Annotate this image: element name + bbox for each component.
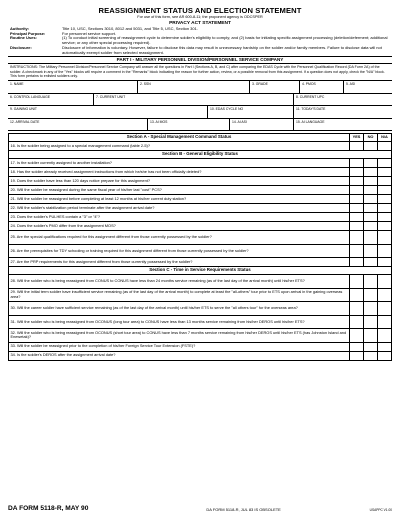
part-1-instructions: INSTRUCTIONS: The Military Personnel Division/Personnel Service Company will answer all the questions in Part I (Sections A, B, and C) after comparing the EDAS Cycle with the Personnel Qualification Record (DA Form 2A) of the soldier. A checkmark in any of the "Yes" blocks will require a comment in the "Remarks" block indicating the reason for further action, review, or a possible removal from this assignment. If a question does not apply, check the "N/A" block. This form pertains to enlisted soldiers only. [10, 65, 385, 78]
pmos-field[interactable]: 4. PMOS [300, 81, 344, 93]
form-title: REASSIGNMENT STATUS AND ELECTION STATEMENT [98, 6, 302, 15]
question-text: 17. Is the soldier currently assigned to another installation? [9, 159, 350, 168]
question-text: 19. Does the soldier have less than 120 days notice prepare for this assignment? [9, 177, 350, 186]
na-checkbox[interactable] [378, 288, 392, 302]
yes-checkbox[interactable] [350, 315, 364, 329]
edas-cycle-no-field[interactable]: 10. EDAS CYCLE NO [208, 106, 294, 118]
privacy-text: For personnel service support. [62, 30, 117, 36]
section-a-header [9, 134, 392, 142]
no-checkbox[interactable] [364, 177, 378, 186]
question-row [9, 142, 392, 151]
privacy-disclosure [8, 46, 392, 55]
question-row [9, 195, 392, 204]
name-field[interactable]: 1. NAME [8, 81, 138, 93]
no-checkbox[interactable] [364, 213, 378, 222]
yes-checkbox[interactable] [350, 288, 364, 302]
grid-row-2 [8, 94, 392, 107]
question-text: 18. Has the soldier already received assignment instructions from which he/she has not been officially deleted? [9, 168, 350, 177]
yes-checkbox[interactable] [350, 168, 364, 177]
yes-checkbox[interactable] [350, 186, 364, 195]
no-checkbox[interactable] [364, 222, 378, 231]
usappc-version: USAPPC V1.00 [369, 508, 392, 512]
form-subtitle: For use of this form, see AR 600-8-11; the proponent agency is ODCSPER [137, 15, 263, 19]
question-row [9, 204, 392, 213]
no-checkbox[interactable] [364, 351, 378, 360]
question-text: 25. Are the special qualifications required for this assignment different from those currently possessed by the soldier? [9, 231, 350, 245]
privacy-label: Routine Uses: [10, 35, 37, 41]
question-text: 32. Will the soldier who is being reassigned from OCONUS (short tour area) to CONUS have less than 7 months service remaining from his/her DEROS until his/her ETS (has Johnston Island and Enewetak)? [9, 329, 350, 343]
yes-checkbox[interactable] [350, 213, 364, 222]
no-checkbox[interactable] [364, 342, 378, 351]
section-b-title: Section B - General Eligibility Status [9, 151, 392, 159]
question-text: 26. Are the prerequisites for TDY schooling or training required for this assignment different from those currently possessed by the soldier? [9, 244, 350, 258]
question-text: 21. Will the soldier be reassigned before completing at least 12 months at his/her current duty station? [9, 195, 350, 204]
na-checkbox[interactable] [378, 142, 392, 151]
privacy-label: Principal Purpose: [10, 30, 46, 36]
na-checkbox[interactable] [378, 315, 392, 329]
ai-asi-field[interactable]: 14. AI ASI [230, 119, 294, 131]
question-text: 33. Will the soldier be reassigned prior to the completion of his/her Foreign Service Tour Extension (FSTE)? [9, 342, 350, 351]
yes-checkbox[interactable] [350, 329, 364, 343]
question-row [9, 315, 392, 329]
question-row [9, 302, 392, 316]
question-row [9, 342, 392, 351]
question-row [9, 275, 392, 289]
na-checkbox[interactable] [378, 186, 392, 195]
na-checkbox[interactable] [378, 159, 392, 168]
question-row [9, 177, 392, 186]
yes-checkbox[interactable] [350, 244, 364, 258]
no-checkbox[interactable] [364, 315, 378, 329]
no-checkbox[interactable] [364, 159, 378, 168]
privacy-act-statement [8, 27, 392, 55]
no-checkbox[interactable] [364, 329, 378, 343]
question-row [9, 329, 392, 343]
question-row [9, 244, 392, 258]
no-checkbox[interactable] [364, 258, 378, 267]
privacy-label: Disclosure: [10, 44, 32, 50]
question-text: 20. Will the soldier be reassigned during the same fiscal year of his/her last "cost" PCS? [9, 186, 350, 195]
no-checkbox[interactable] [364, 168, 378, 177]
yes-checkbox[interactable] [350, 258, 364, 267]
question-text: 23. Does the soldier's PULHES contain a "3" or "4"? [9, 213, 350, 222]
form-id: DA FORM 5118-R, MAY 90 [8, 505, 89, 512]
yes-checkbox[interactable] [350, 342, 364, 351]
edition-note: DA FORM 5118-R, JUL 83 IS OBSOLETE [206, 507, 281, 512]
yes-checkbox[interactable] [350, 302, 364, 316]
yes-checkbox[interactable] [350, 351, 364, 360]
privacy-text: Disclosure of information is voluntary. However, failure to disclose this data may result in unnecessary hardship on the soldier and/or family members. Failure to disclose data will not automatically exempt soldier from selected reassignment. [62, 44, 382, 55]
yes-checkbox[interactable] [350, 231, 364, 245]
question-row [9, 288, 392, 302]
grid-row-3 [8, 106, 392, 119]
no-checkbox[interactable] [364, 142, 378, 151]
na-checkbox[interactable] [378, 342, 392, 351]
question-row [9, 231, 392, 245]
control-language-field[interactable]: 6. CONTROL LANGUAGE [8, 94, 94, 106]
question-row [9, 213, 392, 222]
section-c-header [9, 267, 392, 275]
privacy-text: Title 10, USC, Sections 3010, 8012 and 5031, and Title 5, USC, Section 301. [62, 26, 198, 31]
question-row [9, 258, 392, 267]
question-text: 29. Will the initial term soldier have insufficient service remaining (as of the last day of the arrival month) to complete at least the "all-others" tour prior to ETS upon arrival in the gaining overseas area? [9, 288, 350, 302]
yes-checkbox[interactable] [350, 222, 364, 231]
section-a-title: Section A - Special Management Command Status [9, 134, 350, 142]
na-checkbox[interactable] [378, 244, 392, 258]
yes-checkbox[interactable] [350, 195, 364, 204]
na-checkbox[interactable] [378, 351, 392, 360]
na-checkbox[interactable] [378, 275, 392, 289]
ssn-field[interactable]: 2. SSN [138, 81, 250, 93]
question-text: 28. Will the soldier who is being reassigned from CONUS to CONUS have less than 24 months service remaining (as of the last day of the arrival month) until his/her ETS? [9, 275, 350, 289]
question-row [9, 168, 392, 177]
no-checkbox[interactable] [364, 186, 378, 195]
na-checkbox[interactable] [378, 302, 392, 316]
privacy-act-title: PRIVACY ACT STATEMENT [169, 21, 231, 26]
yes-checkbox[interactable] [350, 204, 364, 213]
question-text: 27. Are the PRP requirements for this assignment different from those currently possessed by the soldier? [9, 258, 350, 267]
na-checkbox[interactable] [378, 195, 392, 204]
yes-checkbox[interactable] [350, 275, 364, 289]
na-checkbox[interactable] [378, 213, 392, 222]
no-column-header: NO [364, 134, 378, 142]
question-text: 34. Is the soldier's DEROS after the assignment arrival date? [9, 351, 350, 360]
current-upc-field[interactable]: 8. CURRENT UPC [296, 94, 325, 99]
asi-field[interactable]: 5. ASI [346, 82, 356, 87]
question-row [9, 186, 392, 195]
na-column-header: N/A [378, 134, 392, 142]
gaining-unit-field[interactable]: 9. GAINING UNIT [8, 106, 208, 118]
question-text: 31. Will the soldier who is being reassigned from OCONUS (long tour area) to CONUS have less than 13 months service remaining from his/her DEROS until his/her ETS? [9, 315, 350, 329]
grid-row-1 [8, 81, 392, 94]
section-b-header [9, 151, 392, 159]
na-checkbox[interactable] [378, 222, 392, 231]
na-checkbox[interactable] [378, 168, 392, 177]
grid-row-4 [8, 119, 392, 131]
no-checkbox[interactable] [364, 195, 378, 204]
yes-checkbox[interactable] [350, 177, 364, 186]
no-checkbox[interactable] [364, 244, 378, 258]
part-1-header: PART I - MILITARY PERSONNEL DIVISION/PERSONNEL SERVICE COMPANY [8, 56, 392, 64]
no-checkbox[interactable] [364, 231, 378, 245]
no-checkbox[interactable] [364, 204, 378, 213]
question-row [9, 222, 392, 231]
privacy-label: Authority: [10, 26, 30, 31]
yes-checkbox[interactable] [350, 159, 364, 168]
no-checkbox[interactable] [364, 275, 378, 289]
question-text: 24. Does the soldier's PMO differ from the assignment MOS? [9, 222, 350, 231]
ai-language-field[interactable]: 15. AI LANGUAGE [296, 119, 325, 124]
question-row [9, 159, 392, 168]
privacy-text: (1) To conduct initial screening of reassignment cycle to determine soldier's eligibility to comply; and (2) basis for initiating specific assignment processing (deletion/deferment; additional service; or any other special processing required). [62, 35, 388, 46]
arrival-date-field[interactable]: 12. ARRIVAL DATE [8, 119, 148, 131]
no-checkbox[interactable] [364, 302, 378, 316]
na-checkbox[interactable] [378, 329, 392, 343]
question-text: 30. Will the career soldier have sufficient service remaining (as of the last day of the arrival month) until his/her ETS to serve the "all others tour" for the overseas area? [9, 302, 350, 316]
todays-date-field[interactable]: 11. TODAY'S DATE [296, 107, 326, 112]
identification-grid [8, 80, 392, 131]
question-text: 16. Is the soldier being assigned to a special management command (table 2-5)? [9, 142, 350, 151]
section-c-title: Section C - Time in Service Requirements Status [9, 267, 392, 275]
no-checkbox[interactable] [364, 288, 378, 302]
na-checkbox[interactable] [378, 204, 392, 213]
grade-field[interactable]: 3. GRADE [250, 81, 300, 93]
current-unit-field[interactable]: 7. CURRENT UNIT [94, 94, 294, 106]
na-checkbox[interactable] [378, 258, 392, 267]
question-row [9, 351, 392, 360]
yes-checkbox[interactable] [350, 142, 364, 151]
na-checkbox[interactable] [378, 231, 392, 245]
form-page [8, 0, 392, 512]
form-footer [8, 505, 392, 513]
yes-column-header: YES [350, 134, 364, 142]
ai-mos-field[interactable]: 13. AI MOS [148, 119, 230, 131]
question-text: 22. Will the soldier's stabilization period terminate after the assignment arrival date? [9, 204, 350, 213]
na-checkbox[interactable] [378, 177, 392, 186]
questions-table [8, 133, 392, 361]
